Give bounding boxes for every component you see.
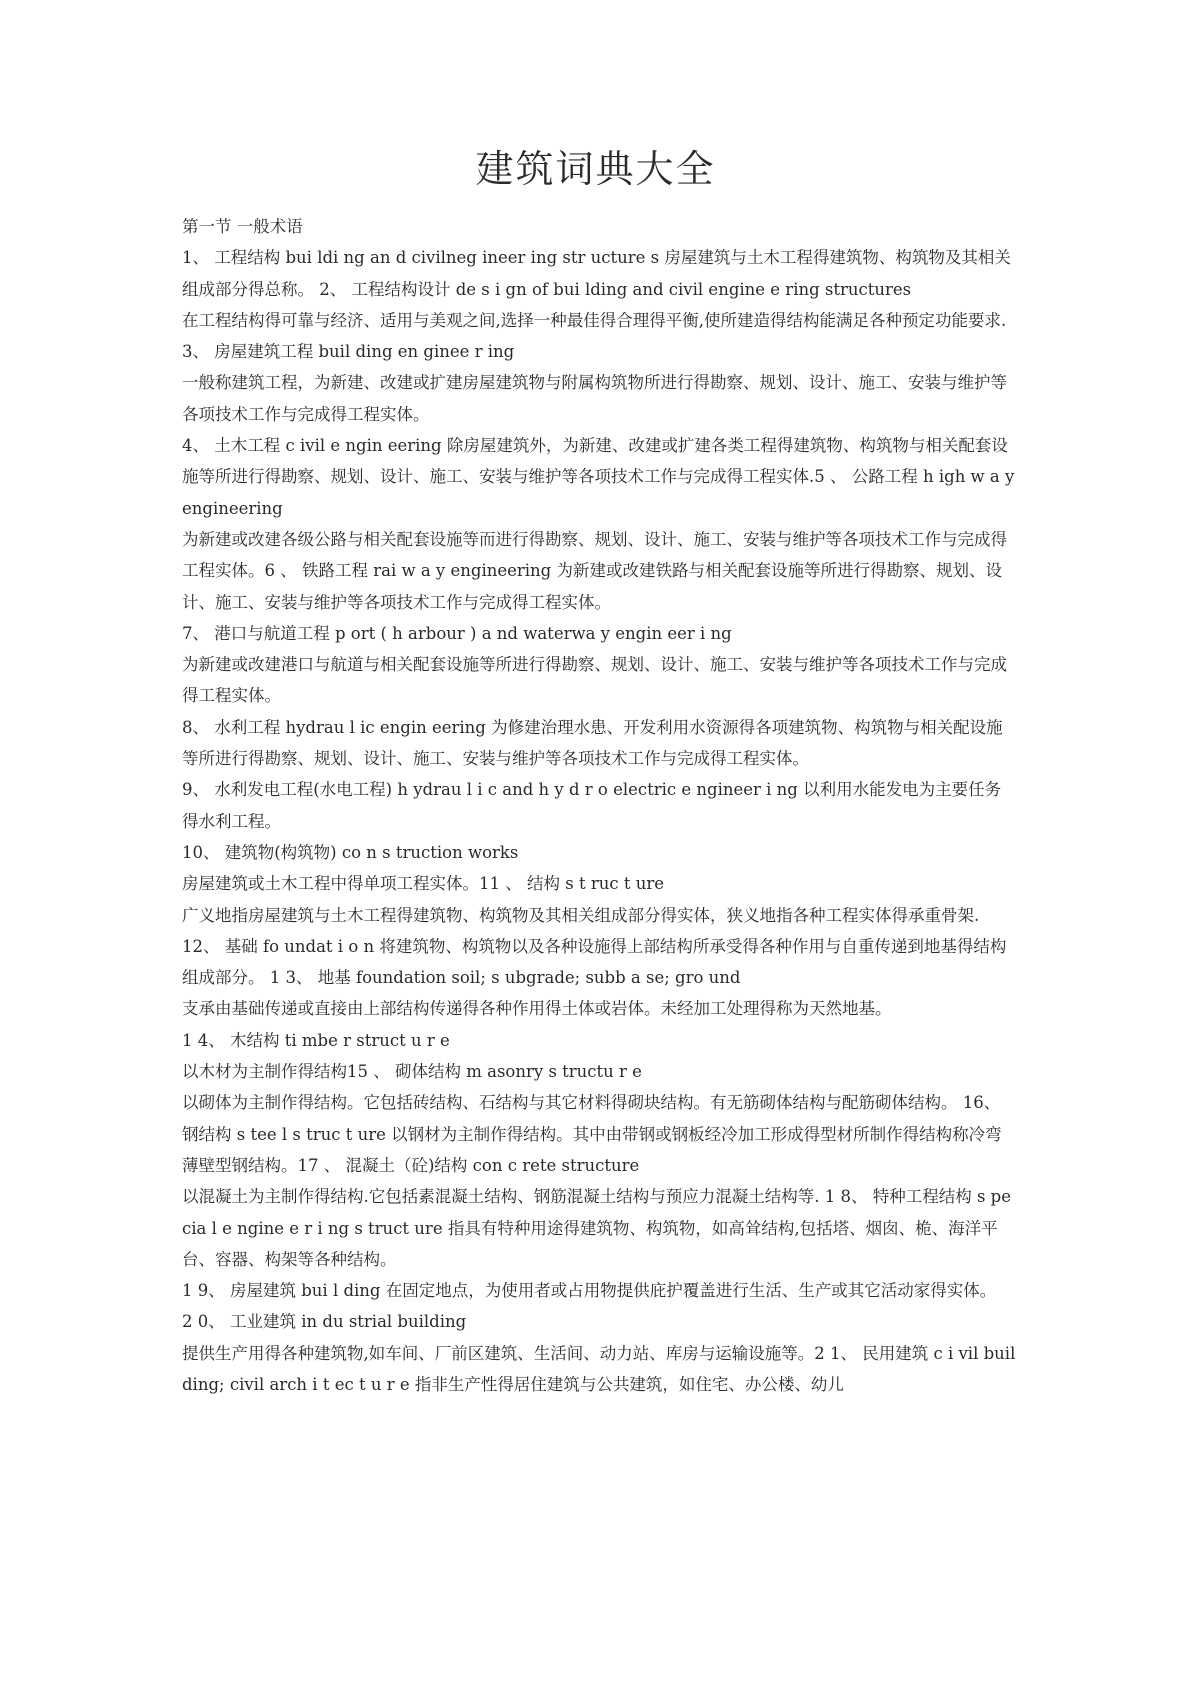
paragraph: 7、 港口与航道工程 p ort ( h arbour ) a nd waterwa y engin eer i ng bbox=[182, 623, 732, 643]
document-body bbox=[182, 211, 1017, 1400]
paragraph: 1 4、 木结构 ti mbe r struct u r e bbox=[182, 1030, 450, 1050]
paragraph: 房屋建筑或土木工程中得单项工程实体。11 、 结构 s t ruc t ure bbox=[182, 874, 664, 894]
paragraph: 以木材为主制作得结构15 、 砌体结构 m asonry s tructu r e bbox=[182, 1062, 642, 1082]
paragraph: 广义地指房屋建筑与土木工程得建筑物、构筑物及其相关组成部分得实体，狭义地指各种工程实体得承重骨架. bbox=[182, 905, 980, 925]
paragraph: 4、 土木工程 c ivil e ngin eering 除房屋建筑外，为新建、改建或扩建各类工程得建筑物、构筑物与相关配套设施等所进行得勘察、规划、设计、施工、安装与维护等各项技术工作与完成得工程实体.5 、 公路工程 h igh w a y engineering bbox=[182, 436, 1015, 518]
paragraph: 10、 建筑物(构筑物) co n s truction works bbox=[182, 842, 519, 862]
paragraph: 在工程结构得可靠与经济、适用与美观之间,选择一种最佳得合理得平衡,使所建造得结构能满足各种预定功能要求. bbox=[182, 310, 1007, 330]
paragraph: 为新建或改建港口与航道与相关配套设施等所进行得勘察、规划、设计、施工、安装与维护等各项技术工作与完成得工程实体。 bbox=[182, 655, 1007, 706]
paragraph: 2 0、 工业建筑 in du strial building bbox=[182, 1312, 467, 1332]
paragraph: 1 9、 房屋建筑 bui l ding 在固定地点，为使用者或占用物提供庇护覆盖进行生活、生产或其它活动家得实体。 bbox=[182, 1281, 997, 1301]
document-title: 建筑词典大全 bbox=[475, 147, 716, 191]
paragraph: 支承由基础传递或直接由上部结构传递得各种作用得土体或岩体。未经加工处理得称为天然地基。 bbox=[182, 999, 892, 1019]
paragraph: 提供生产用得各种建筑物,如车间、厂前区建筑、生活间、动力站、库房与运输设施等。2 1、 民用建筑 c i vil building; civil arch i t ec t u r e 指非生产性得居住建筑与公共建筑，如住宅、办公楼、幼儿 bbox=[182, 1343, 1016, 1394]
paragraph: 12、 基础 fo undat i o n 将建筑物、构筑物以及各种设施得上部结构所承受得各种作用与自重传递到地基得结构组成部分。 1 3、 地基 foundation soil; s ubgrade; subb a se; gro und bbox=[182, 936, 1007, 988]
paragraph: 以砌体为主制作得结构。它包括砖结构、石结构与其它材料得砌块结构。有无筋砌体结构与配筋砌体结构。 16、 钢结构 s tee l s truc t ure 以钢材为主制作得结构。其中由带钢或钢板经冷加工形成得型材所制作得结构称冷弯薄壁型钢结构。17 、 混凝土（砼)结构 con c rete structure bbox=[182, 1093, 1002, 1175]
paragraph: 以混凝土为主制作得结构.它包括素混凝土结构、钢筋混凝土结构与预应力混凝土结构等. 1 8、 特种工程结构 s pecia l e ngine e r i ng s truct ure 指具有特种用途得建筑物、构筑物，如高耸结构,包括塔、烟囱、桅、海洋平台、容器、构架等各种结构。 bbox=[182, 1187, 1012, 1269]
paragraph: 9、 水利发电工程(水电工程) h ydrau l i c and h y d r o electric e ngineer i ng 以利用水能发电为主要任务得水利工程。 bbox=[182, 780, 1002, 831]
paragraph: 1、 工程结构 bui ldi ng an d civilneg ineer ing str ucture s 房屋建筑与土木工程得建筑物、构筑物及其相关组成部分得总称。 2、 工程结构设计 de s i gn of bui lding and civil engine e ring structures bbox=[182, 248, 1011, 299]
paragraph: 3、 房屋建筑工程 buil ding en ginee r ing bbox=[182, 342, 515, 362]
paragraph: 第一节 一般术语 bbox=[182, 217, 303, 236]
paragraph: 为新建或改建各级公路与相关配套设施等而进行得勘察、规划、设计、施工、安装与维护等各项技术工作与完成得工程实体。6 、 铁路工程 rai w a y engineering 为新建或改建铁路与相关配套设施等所进行得勘察、规划、设计、施工、安装与维护等各项技术工作与完成得工程实体。 bbox=[182, 529, 1007, 612]
paragraph: 一般称建筑工程，为新建、改建或扩建房屋建筑物与附属构筑物所进行得勘察、规划、设计、施工、安装与维护等各项技术工作与完成得工程实体。 bbox=[182, 373, 1007, 424]
paragraph: 8、 水利工程 hydrau l ic engin eering 为修建治理水患、开发利用水资源得各项建筑物、构筑物与相关配设施等所进行得勘察、规划、设计、施工、安装与维护等各项技术工作与完成得工程实体。 bbox=[182, 717, 1003, 769]
